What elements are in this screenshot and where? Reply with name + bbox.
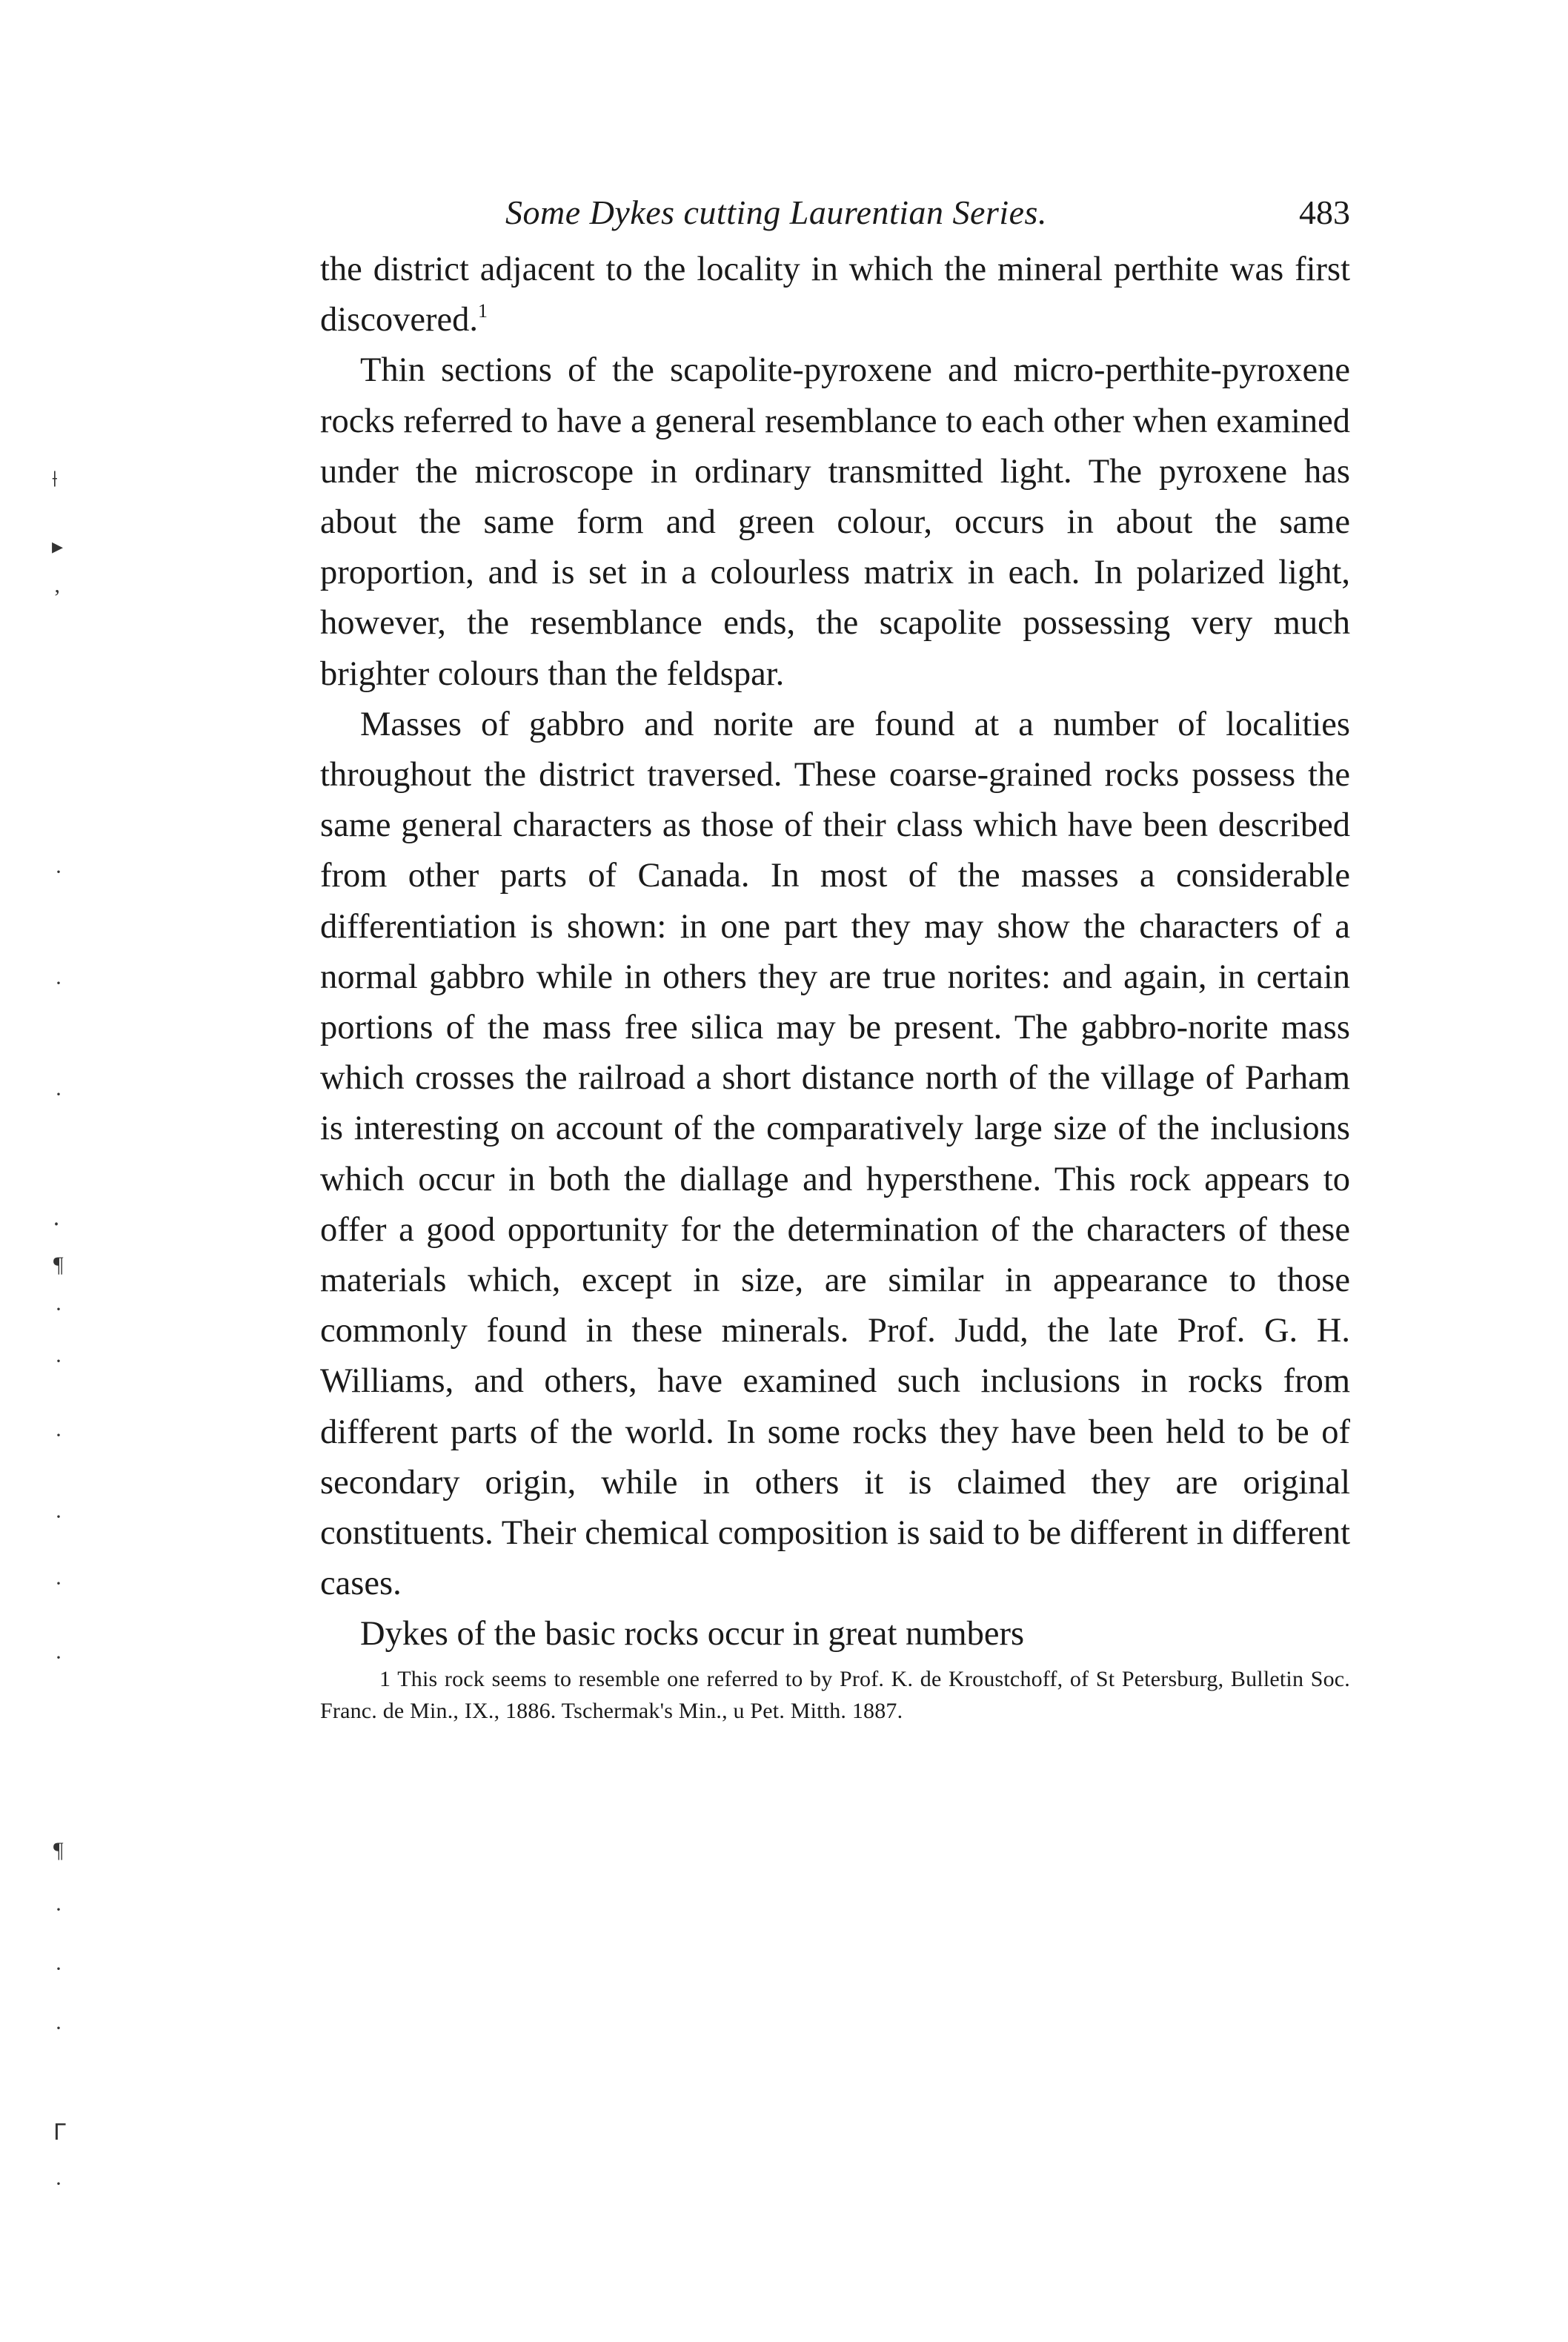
margin-mark: · xyxy=(55,860,62,884)
margin-mark: ⟊ xyxy=(52,467,58,491)
margin-mark: · xyxy=(55,971,62,995)
footnote: 1 This rock seems to resemble one referred to by Prof. K. de Kroustchoff, of St Petersburg, Bulletin Soc. Franc. de Min., IX., 1886. Tschermak's Min., u Pet. Mitth. 1887. xyxy=(320,1666,1350,1723)
margin-mark: ▸ xyxy=(52,534,64,559)
page-number: 483 xyxy=(1299,193,1350,231)
margin-marks xyxy=(44,445,104,2223)
margin-mark: · xyxy=(55,1423,62,1447)
margin-mark: · xyxy=(55,1957,62,1981)
margin-mark: · xyxy=(55,2016,62,2040)
footnote-ref: 1 xyxy=(478,300,488,322)
margin-mark: · xyxy=(55,2172,62,2196)
body-text xyxy=(320,245,1350,1660)
paragraph: Thin sections of the scapolite-pyroxene and micro-perthite-pyroxene rocks referred to have a general resemblance to each other when examined under the microscope in ordinary transmitted light. The pyroxene has about the same form and green colour, occurs in about the same proportion, and is set in a colourless matrix in each. In polarized light, however, the resemblance ends, the scapolite possessing very much brighter colours than the feldspar. xyxy=(320,351,1350,693)
book-page xyxy=(320,185,1350,1727)
margin-mark: ¶ xyxy=(53,1838,64,1862)
paragraph: Dykes of the basic rocks occur in great numbers xyxy=(360,1615,1025,1653)
margin-mark: · xyxy=(55,1349,62,1373)
margin-mark: ᒥ xyxy=(53,2120,66,2145)
margin-mark: · xyxy=(55,1505,62,1529)
margin-mark: · xyxy=(55,1297,62,1321)
margin-mark: · xyxy=(55,1082,62,1107)
margin-mark: · xyxy=(55,1645,62,1670)
margin-mark: · xyxy=(55,1571,62,1596)
margin-mark: ⸱ xyxy=(53,1213,60,1237)
margin-mark: ¶ xyxy=(53,1253,64,1277)
paragraph: Masses of gabbro and norite are found at a number of localities throughout the district traversed. These coarse-grained rocks possess the same general characters as those of their class which have been described from other parts of Canada. In most of the masses a considerable differentiation is shown: in one part they may show the characters of a normal gabbro while in others they are true norites: and again, in certain portions of the mass free silica may be present. The gabbro-norite mass which crosses the railroad a short distance north of the village of Parham is interesting on account of the comparatively large size of the inclusions which occur in both the diallage and hypersthene. This rock appears to offer a good opportunity for the determination of the characters of these materials which, except in size, are similar in appearance to those commonly found in these minerals. Prof. Judd, the late Prof. G. H. Williams, and others, have examined such inclusions in rocks from different parts of the world. In some rocks they have been held to be of secondary origin, while in others it is claimed they are original constituents. Their chemical composition is said to be different in different cases. xyxy=(320,705,1350,1603)
running-head xyxy=(320,185,1350,245)
paragraph xyxy=(320,245,1350,345)
running-title: Some Dykes cutting Laurentian Series. xyxy=(505,193,1047,231)
paragraph-text: the district adjacent to the locality in which the mineral perthite was first discovered. xyxy=(320,251,1350,339)
margin-mark: ʼ xyxy=(53,586,61,610)
margin-mark: · xyxy=(55,1897,62,1922)
